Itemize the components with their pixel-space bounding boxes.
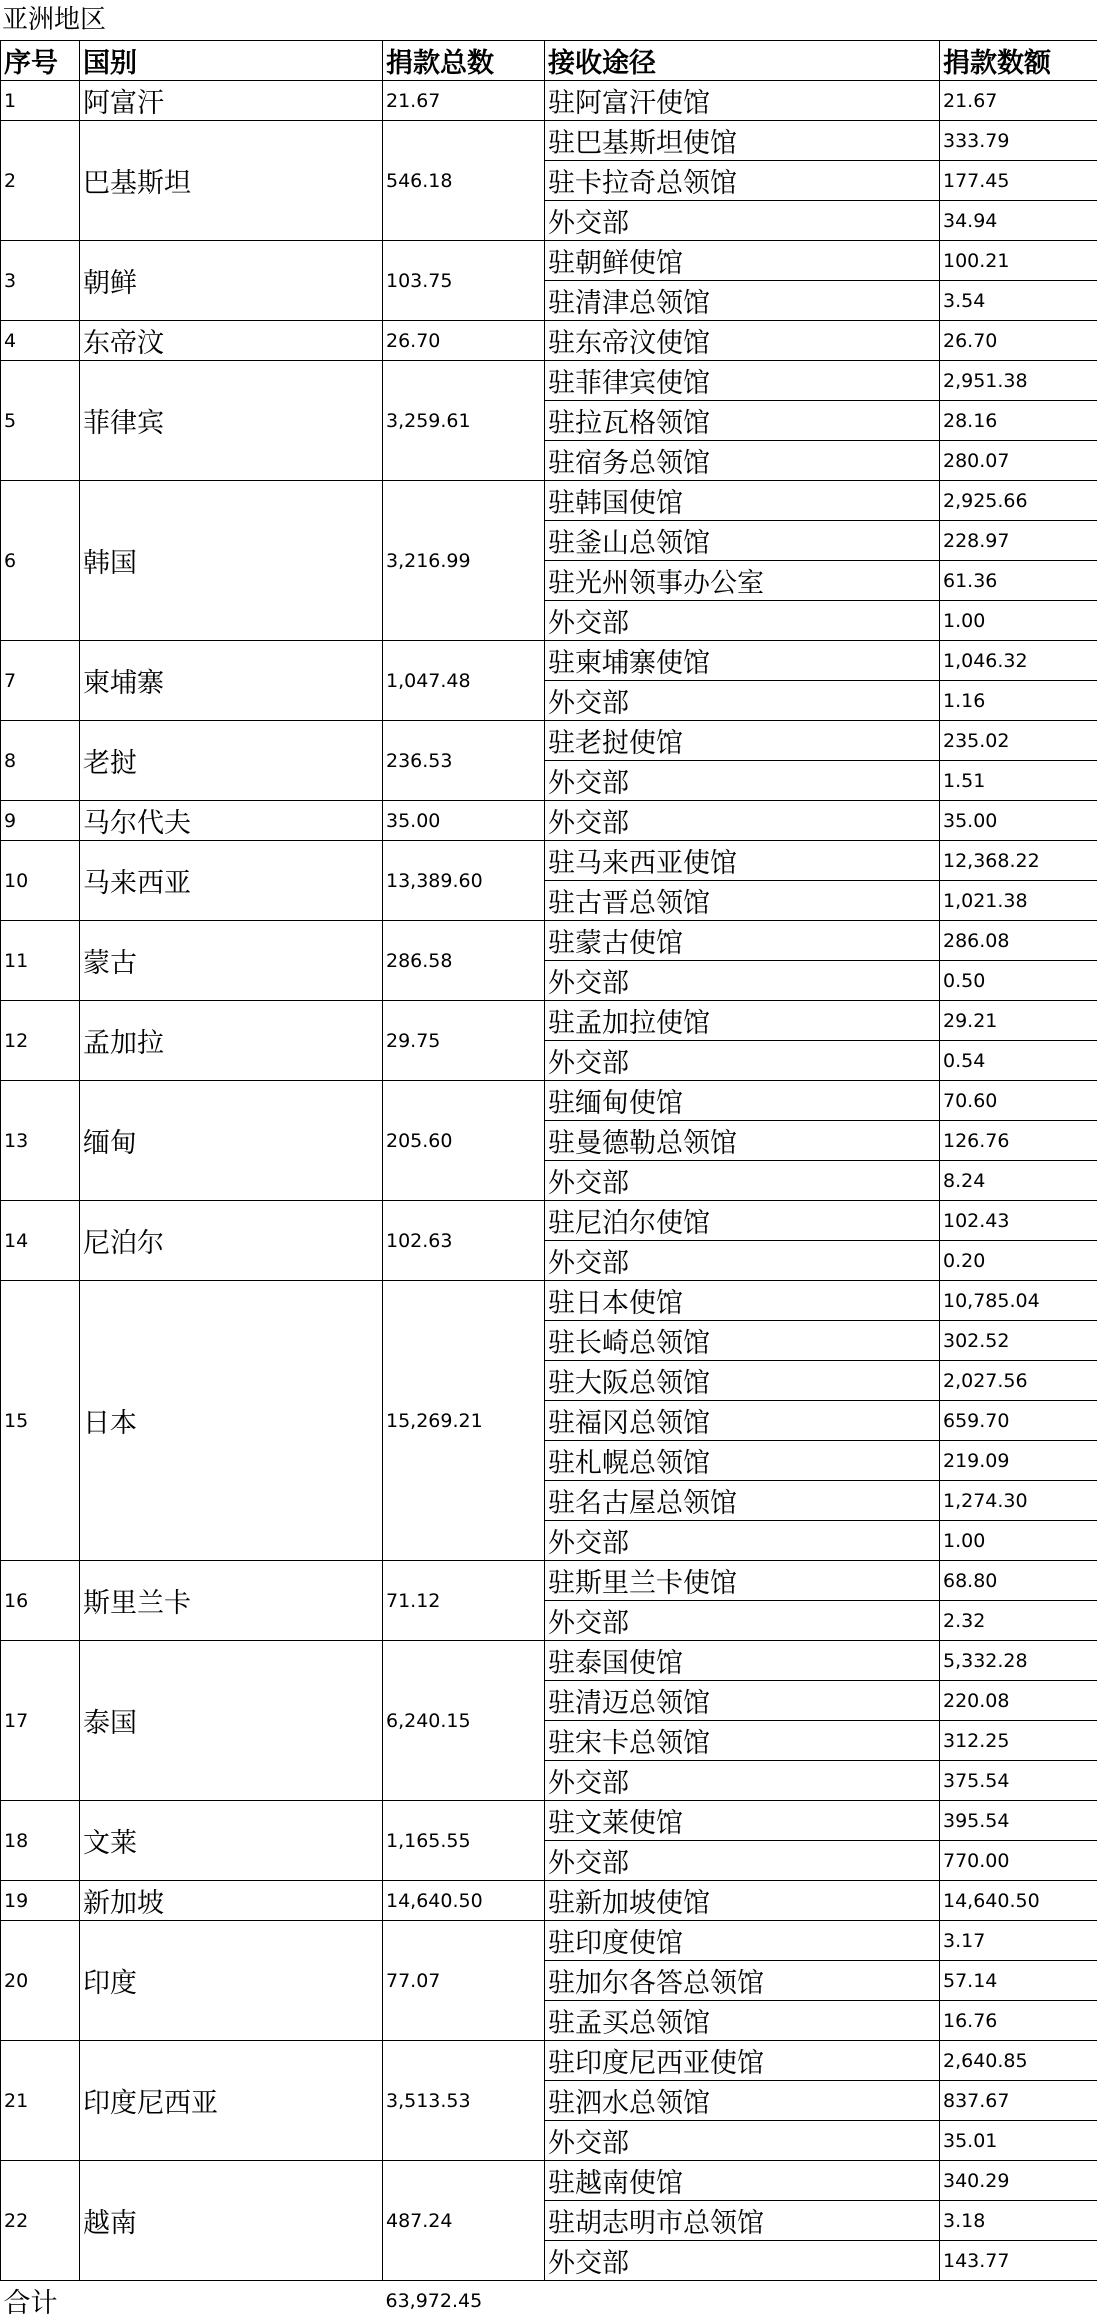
row-number: 18: [1, 1801, 80, 1881]
receiving-channel: 外交部: [545, 1521, 940, 1561]
country-total: 15,269.21: [383, 1281, 545, 1561]
donation-amount: 312.25: [940, 1721, 1097, 1761]
donation-amount: 12,368.22: [940, 841, 1097, 881]
country-name: 朝鲜: [80, 241, 383, 321]
receiving-channel: 驻缅甸使馆: [545, 1081, 940, 1121]
receiving-channel: 驻斯里兰卡使馆: [545, 1561, 940, 1601]
receiving-channel: 外交部: [545, 2121, 940, 2161]
header-total: 捐款总数: [383, 41, 545, 81]
receiving-channel: 驻朝鲜使馆: [545, 241, 940, 281]
donation-amount: 100.21: [940, 241, 1097, 281]
row-number: 4: [1, 321, 80, 361]
donation-amount: 16.76: [940, 2001, 1097, 2041]
donation-amount: 659.70: [940, 1401, 1097, 1441]
header-row: [1, 41, 1097, 81]
table-row: [1, 1081, 1097, 1121]
table-row: [1, 2041, 1097, 2081]
donation-amount: 2.32: [940, 1601, 1097, 1641]
receiving-channel: 驻马来西亚使馆: [545, 841, 940, 881]
row-number: 9: [1, 801, 80, 841]
table-row: [1, 121, 1097, 161]
table-row: [1, 1281, 1097, 1321]
donation-amount: 235.02: [940, 721, 1097, 761]
header-amount: 捐款数额: [940, 41, 1097, 81]
country-total: 1,047.48: [383, 641, 545, 721]
country-name: 泰国: [80, 1641, 383, 1801]
donation-amount: 0.20: [940, 1241, 1097, 1281]
receiving-channel: 驻福冈总领馆: [545, 1401, 940, 1441]
country-total: 6,240.15: [383, 1641, 545, 1801]
receiving-channel: 驻胡志明市总领馆: [545, 2201, 940, 2241]
total-label: 合计: [1, 2281, 80, 2320]
country-total: 546.18: [383, 121, 545, 241]
country-total: 21.67: [383, 81, 545, 121]
country-total: 77.07: [383, 1921, 545, 2041]
receiving-channel: 驻泗水总领馆: [545, 2081, 940, 2121]
receiving-channel: 驻清迈总领馆: [545, 1681, 940, 1721]
donation-amount: 143.77: [940, 2241, 1097, 2281]
country-total: 71.12: [383, 1561, 545, 1641]
row-number: 2: [1, 121, 80, 241]
row-number: 8: [1, 721, 80, 801]
receiving-channel: 外交部: [545, 1761, 940, 1801]
country-name: 日本: [80, 1281, 383, 1561]
table-row: [1, 641, 1097, 681]
country-total: 205.60: [383, 1081, 545, 1201]
receiving-channel: 外交部: [545, 681, 940, 721]
table-body: [1, 81, 1097, 2281]
receiving-channel: 驻卡拉奇总领馆: [545, 161, 940, 201]
donation-amount: 35.00: [940, 801, 1097, 841]
receiving-channel: 驻札幌总领馆: [545, 1441, 940, 1481]
country-name: 韩国: [80, 481, 383, 641]
receiving-channel: 外交部: [545, 1601, 940, 1641]
row-number: 13: [1, 1081, 80, 1201]
row-number: 21: [1, 2041, 80, 2161]
country-total: 103.75: [383, 241, 545, 321]
receiving-channel: 驻文莱使馆: [545, 1801, 940, 1841]
donation-amount: 5,332.28: [940, 1641, 1097, 1681]
row-number: 20: [1, 1921, 80, 2041]
donation-amount: 340.29: [940, 2161, 1097, 2201]
row-number: 22: [1, 2161, 80, 2281]
table-row: [1, 1881, 1097, 1921]
receiving-channel: 驻巴基斯坦使馆: [545, 121, 940, 161]
donation-amount: 3.17: [940, 1921, 1097, 1961]
donation-amount: 333.79: [940, 121, 1097, 161]
receiving-channel: 驻老挝使馆: [545, 721, 940, 761]
receiving-channel: 驻印度使馆: [545, 1921, 940, 1961]
donation-amount: 1.51: [940, 761, 1097, 801]
country-total: 3,259.61: [383, 361, 545, 481]
receiving-channel: 驻古晋总领馆: [545, 881, 940, 921]
table-row: [1, 321, 1097, 361]
donation-amount: 1.16: [940, 681, 1097, 721]
country-total: 487.24: [383, 2161, 545, 2281]
receiving-channel: 外交部: [545, 201, 940, 241]
row-number: 14: [1, 1201, 80, 1281]
receiving-channel: 外交部: [545, 961, 940, 1001]
donation-amount: 61.36: [940, 561, 1097, 601]
donation-amount: 2,640.85: [940, 2041, 1097, 2081]
table-row: [1, 841, 1097, 881]
donation-amount: 1,021.38: [940, 881, 1097, 921]
receiving-channel: 外交部: [545, 1041, 940, 1081]
receiving-channel: 驻泰国使馆: [545, 1641, 940, 1681]
country-name: 柬埔寨: [80, 641, 383, 721]
table-row: [1, 1201, 1097, 1241]
country-name: 缅甸: [80, 1081, 383, 1201]
country-total: 236.53: [383, 721, 545, 801]
receiving-channel: 外交部: [545, 601, 940, 641]
row-number: 11: [1, 921, 80, 1001]
receiving-channel: 驻名古屋总领馆: [545, 1481, 940, 1521]
donation-amount: 1.00: [940, 601, 1097, 641]
donation-amount: 0.50: [940, 961, 1097, 1001]
total-row: [1, 2281, 1097, 2320]
donation-amount: 2,951.38: [940, 361, 1097, 401]
table-row: [1, 1921, 1097, 1961]
receiving-channel: 驻孟加拉使馆: [545, 1001, 940, 1041]
receiving-channel: 驻阿富汗使馆: [545, 81, 940, 121]
row-number: 7: [1, 641, 80, 721]
donation-amount: 220.08: [940, 1681, 1097, 1721]
donation-amount: 1,046.32: [940, 641, 1097, 681]
row-number: 17: [1, 1641, 80, 1801]
donation-amount: 375.54: [940, 1761, 1097, 1801]
receiving-channel: 外交部: [545, 1241, 940, 1281]
country-name: 东帝汶: [80, 321, 383, 361]
receiving-channel: 驻清津总领馆: [545, 281, 940, 321]
country-name: 巴基斯坦: [80, 121, 383, 241]
country-name: 印度尼西亚: [80, 2041, 383, 2161]
row-number: 19: [1, 1881, 80, 1921]
country-name: 文莱: [80, 1801, 383, 1881]
row-number: 15: [1, 1281, 80, 1561]
country-total: 35.00: [383, 801, 545, 841]
donation-amount: 395.54: [940, 1801, 1097, 1841]
country-name: 尼泊尔: [80, 1201, 383, 1281]
receiving-channel: 驻宋卡总领馆: [545, 1721, 940, 1761]
receiving-channel: 外交部: [545, 1841, 940, 1881]
country-name: 孟加拉: [80, 1001, 383, 1081]
donation-amount: 57.14: [940, 1961, 1097, 2001]
table-row: [1, 921, 1097, 961]
receiving-channel: 驻尼泊尔使馆: [545, 1201, 940, 1241]
donation-amount: 21.67: [940, 81, 1097, 121]
donation-amount: 34.94: [940, 201, 1097, 241]
donation-amount: 102.43: [940, 1201, 1097, 1241]
table-row: [1, 361, 1097, 401]
donation-amount: 29.21: [940, 1001, 1097, 1041]
donation-amount: 2,925.66: [940, 481, 1097, 521]
table-row: [1, 2161, 1097, 2201]
table-row: [1, 721, 1097, 761]
table-row: [1, 1001, 1097, 1041]
donation-amount: 35.01: [940, 2121, 1097, 2161]
header-country: 国别: [80, 41, 383, 81]
receiving-channel: 驻大阪总领馆: [545, 1361, 940, 1401]
receiving-channel: 驻加尔各答总领馆: [545, 1961, 940, 2001]
header-channel: 接收途径: [545, 41, 940, 81]
receiving-channel: 驻孟买总领馆: [545, 2001, 940, 2041]
receiving-channel: 驻越南使馆: [545, 2161, 940, 2201]
donation-amount: 219.09: [940, 1441, 1097, 1481]
table-row: [1, 241, 1097, 281]
donation-amount: 28.16: [940, 401, 1097, 441]
receiving-channel: 驻印度尼西亚使馆: [545, 2041, 940, 2081]
donation-amount: 26.70: [940, 321, 1097, 361]
receiving-channel: 驻宿务总领馆: [545, 441, 940, 481]
country-name: 新加坡: [80, 1881, 383, 1921]
donation-amount: 68.80: [940, 1561, 1097, 1601]
donation-amount: 228.97: [940, 521, 1097, 561]
receiving-channel: 驻长崎总领馆: [545, 1321, 940, 1361]
row-number: 12: [1, 1001, 80, 1081]
country-total: 102.63: [383, 1201, 545, 1281]
donation-amount: 10,785.04: [940, 1281, 1097, 1321]
donation-amount: 126.76: [940, 1121, 1097, 1161]
donation-table: [0, 40, 1097, 2320]
receiving-channel: 驻韩国使馆: [545, 481, 940, 521]
table-row: [1, 801, 1097, 841]
country-name: 老挝: [80, 721, 383, 801]
donation-amount: 302.52: [940, 1321, 1097, 1361]
country-name: 马尔代夫: [80, 801, 383, 841]
row-number: 3: [1, 241, 80, 321]
donation-amount: 177.45: [940, 161, 1097, 201]
table-row: [1, 481, 1097, 521]
table-row: [1, 81, 1097, 121]
table-row: [1, 1801, 1097, 1841]
table-row: [1, 1641, 1097, 1681]
receiving-channel: 外交部: [545, 801, 940, 841]
receiving-channel: 驻柬埔寨使馆: [545, 641, 940, 681]
receiving-channel: 外交部: [545, 761, 940, 801]
country-name: 斯里兰卡: [80, 1561, 383, 1641]
receiving-channel: 驻蒙古使馆: [545, 921, 940, 961]
receiving-channel: 驻新加坡使馆: [545, 1881, 940, 1921]
table-row: [1, 1561, 1097, 1601]
donation-amount: 770.00: [940, 1841, 1097, 1881]
receiving-channel: 驻日本使馆: [545, 1281, 940, 1321]
receiving-channel: 外交部: [545, 2241, 940, 2281]
donation-amount: 2,027.56: [940, 1361, 1097, 1401]
country-total: 3,513.53: [383, 2041, 545, 2161]
row-number: 10: [1, 841, 80, 921]
donation-amount: 280.07: [940, 441, 1097, 481]
donation-amount: 837.67: [940, 2081, 1097, 2121]
donation-amount: 70.60: [940, 1081, 1097, 1121]
receiving-channel: 驻拉瓦格领馆: [545, 401, 940, 441]
row-number: 6: [1, 481, 80, 641]
country-name: 越南: [80, 2161, 383, 2281]
donation-amount: 3.54: [940, 281, 1097, 321]
country-total: 286.58: [383, 921, 545, 1001]
receiving-channel: 驻东帝汶使馆: [545, 321, 940, 361]
country-name: 菲律宾: [80, 361, 383, 481]
region-title: 亚洲地区: [2, 4, 106, 36]
grand-total: 63,972.45: [383, 2281, 545, 2320]
country-total: 14,640.50: [383, 1881, 545, 1921]
receiving-channel: 驻釜山总领馆: [545, 521, 940, 561]
country-name: 阿富汗: [80, 81, 383, 121]
donation-amount: 286.08: [940, 921, 1097, 961]
country-total: 29.75: [383, 1001, 545, 1081]
row-number: 5: [1, 361, 80, 481]
row-number: 16: [1, 1561, 80, 1641]
row-number: 1: [1, 81, 80, 121]
header-no: 序号: [1, 41, 80, 81]
donation-amount: 8.24: [940, 1161, 1097, 1201]
donation-amount: 1,274.30: [940, 1481, 1097, 1521]
receiving-channel: 驻菲律宾使馆: [545, 361, 940, 401]
country-total: 26.70: [383, 321, 545, 361]
donation-amount: 1.00: [940, 1521, 1097, 1561]
donation-amount: 0.54: [940, 1041, 1097, 1081]
country-name: 马来西亚: [80, 841, 383, 921]
receiving-channel: 驻光州领事办公室: [545, 561, 940, 601]
country-name: 蒙古: [80, 921, 383, 1001]
country-total: 3,216.99: [383, 481, 545, 641]
receiving-channel: 驻曼德勒总领馆: [545, 1121, 940, 1161]
receiving-channel: 外交部: [545, 1161, 940, 1201]
donation-amount: 14,640.50: [940, 1881, 1097, 1921]
donation-amount: 3.18: [940, 2201, 1097, 2241]
country-total: 1,165.55: [383, 1801, 545, 1881]
country-total: 13,389.60: [383, 841, 545, 921]
country-name: 印度: [80, 1921, 383, 2041]
